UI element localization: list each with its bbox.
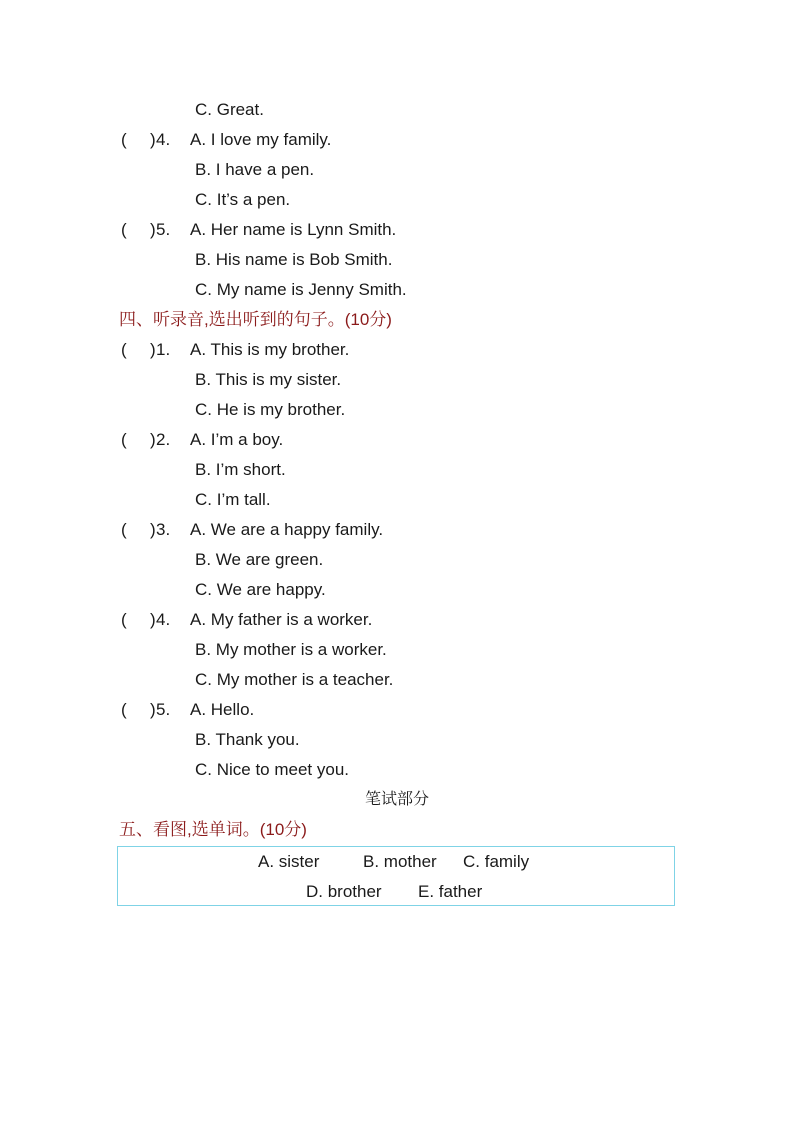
p4-q3-option-a: A. We are a happy family. [190,520,384,539]
written-part-title: 笔试部分 [364,791,429,808]
word-option-d: D. brother [306,882,382,901]
question-number: 3. [156,520,171,539]
p4-q3-option-b: B. We are green. [195,550,324,569]
question-number: 4. [156,130,171,149]
answer-paren-open: ( [121,430,127,449]
p4-q1-option-c: C. He is my brother. [195,400,346,419]
answer-paren-open: ( [121,700,127,719]
q4-option-a: A. I love my family. [190,130,332,149]
question-number: 5. [156,700,171,719]
q5-option-b: B. His name is Bob Smith. [195,250,393,269]
p4-q1-option-a: A. This is my brother. [190,340,350,359]
q4-option-b: B. I have a pen. [195,160,315,179]
p4-q4-option-a: A. My father is a worker. [190,610,373,629]
answer-paren-close: ) [150,130,156,149]
p4-q2-option-a: A. I’m a boy. [190,430,284,449]
word-bank-box [117,846,675,906]
answer-paren-close: ) [150,610,156,629]
q4-option-c: C. It’s a pen. [195,190,291,209]
p4-q2-option-c: C. I’m tall. [195,490,271,509]
answer-paren-close: ) [150,520,156,539]
p4-q3-option-c: C. We are happy. [195,580,326,599]
q5-option-c: C. My name is Jenny Smith. [195,280,407,299]
answer-paren-open: ( [121,130,127,149]
question-number: 2. [156,430,171,449]
p4-q1-option-b: B. This is my sister. [195,370,342,389]
word-option-c: C. family [463,852,530,871]
answer-paren-open: ( [121,220,127,239]
answer-paren-open: ( [121,520,127,539]
q3-option-c: C. Great. [195,100,264,119]
question-number: 5. [156,220,171,239]
answer-paren-open: ( [121,340,127,359]
answer-paren-close: ) [150,220,156,239]
p4-q4-option-b: B. My mother is a worker. [195,640,387,659]
word-option-a: A. sister [258,852,320,871]
answer-paren-close: ) [150,430,156,449]
answer-paren-open: ( [121,610,127,629]
answer-paren-close: ) [150,340,156,359]
word-option-e: E. father [418,882,483,901]
p4-q5-option-a: A. Hello. [190,700,255,719]
question-number: 4. [156,610,171,629]
answer-paren-close: ) [150,700,156,719]
p4-q5-option-c: C. Nice to meet you. [195,760,350,779]
section-title-part5: 五、看图,选单词。(10分) [119,820,307,839]
p4-q2-option-b: B. I’m short. [195,460,286,479]
p4-q4-option-c: C. My mother is a teacher. [195,670,394,689]
q5-option-a: A. Her name is Lynn Smith. [190,220,397,239]
question-number: 1. [156,340,171,359]
section-title-part4: 四、听录音,选出听到的句子。(10分) [119,310,392,329]
p4-q5-option-b: B. Thank you. [195,730,300,749]
word-option-b: B. mother [363,852,437,871]
